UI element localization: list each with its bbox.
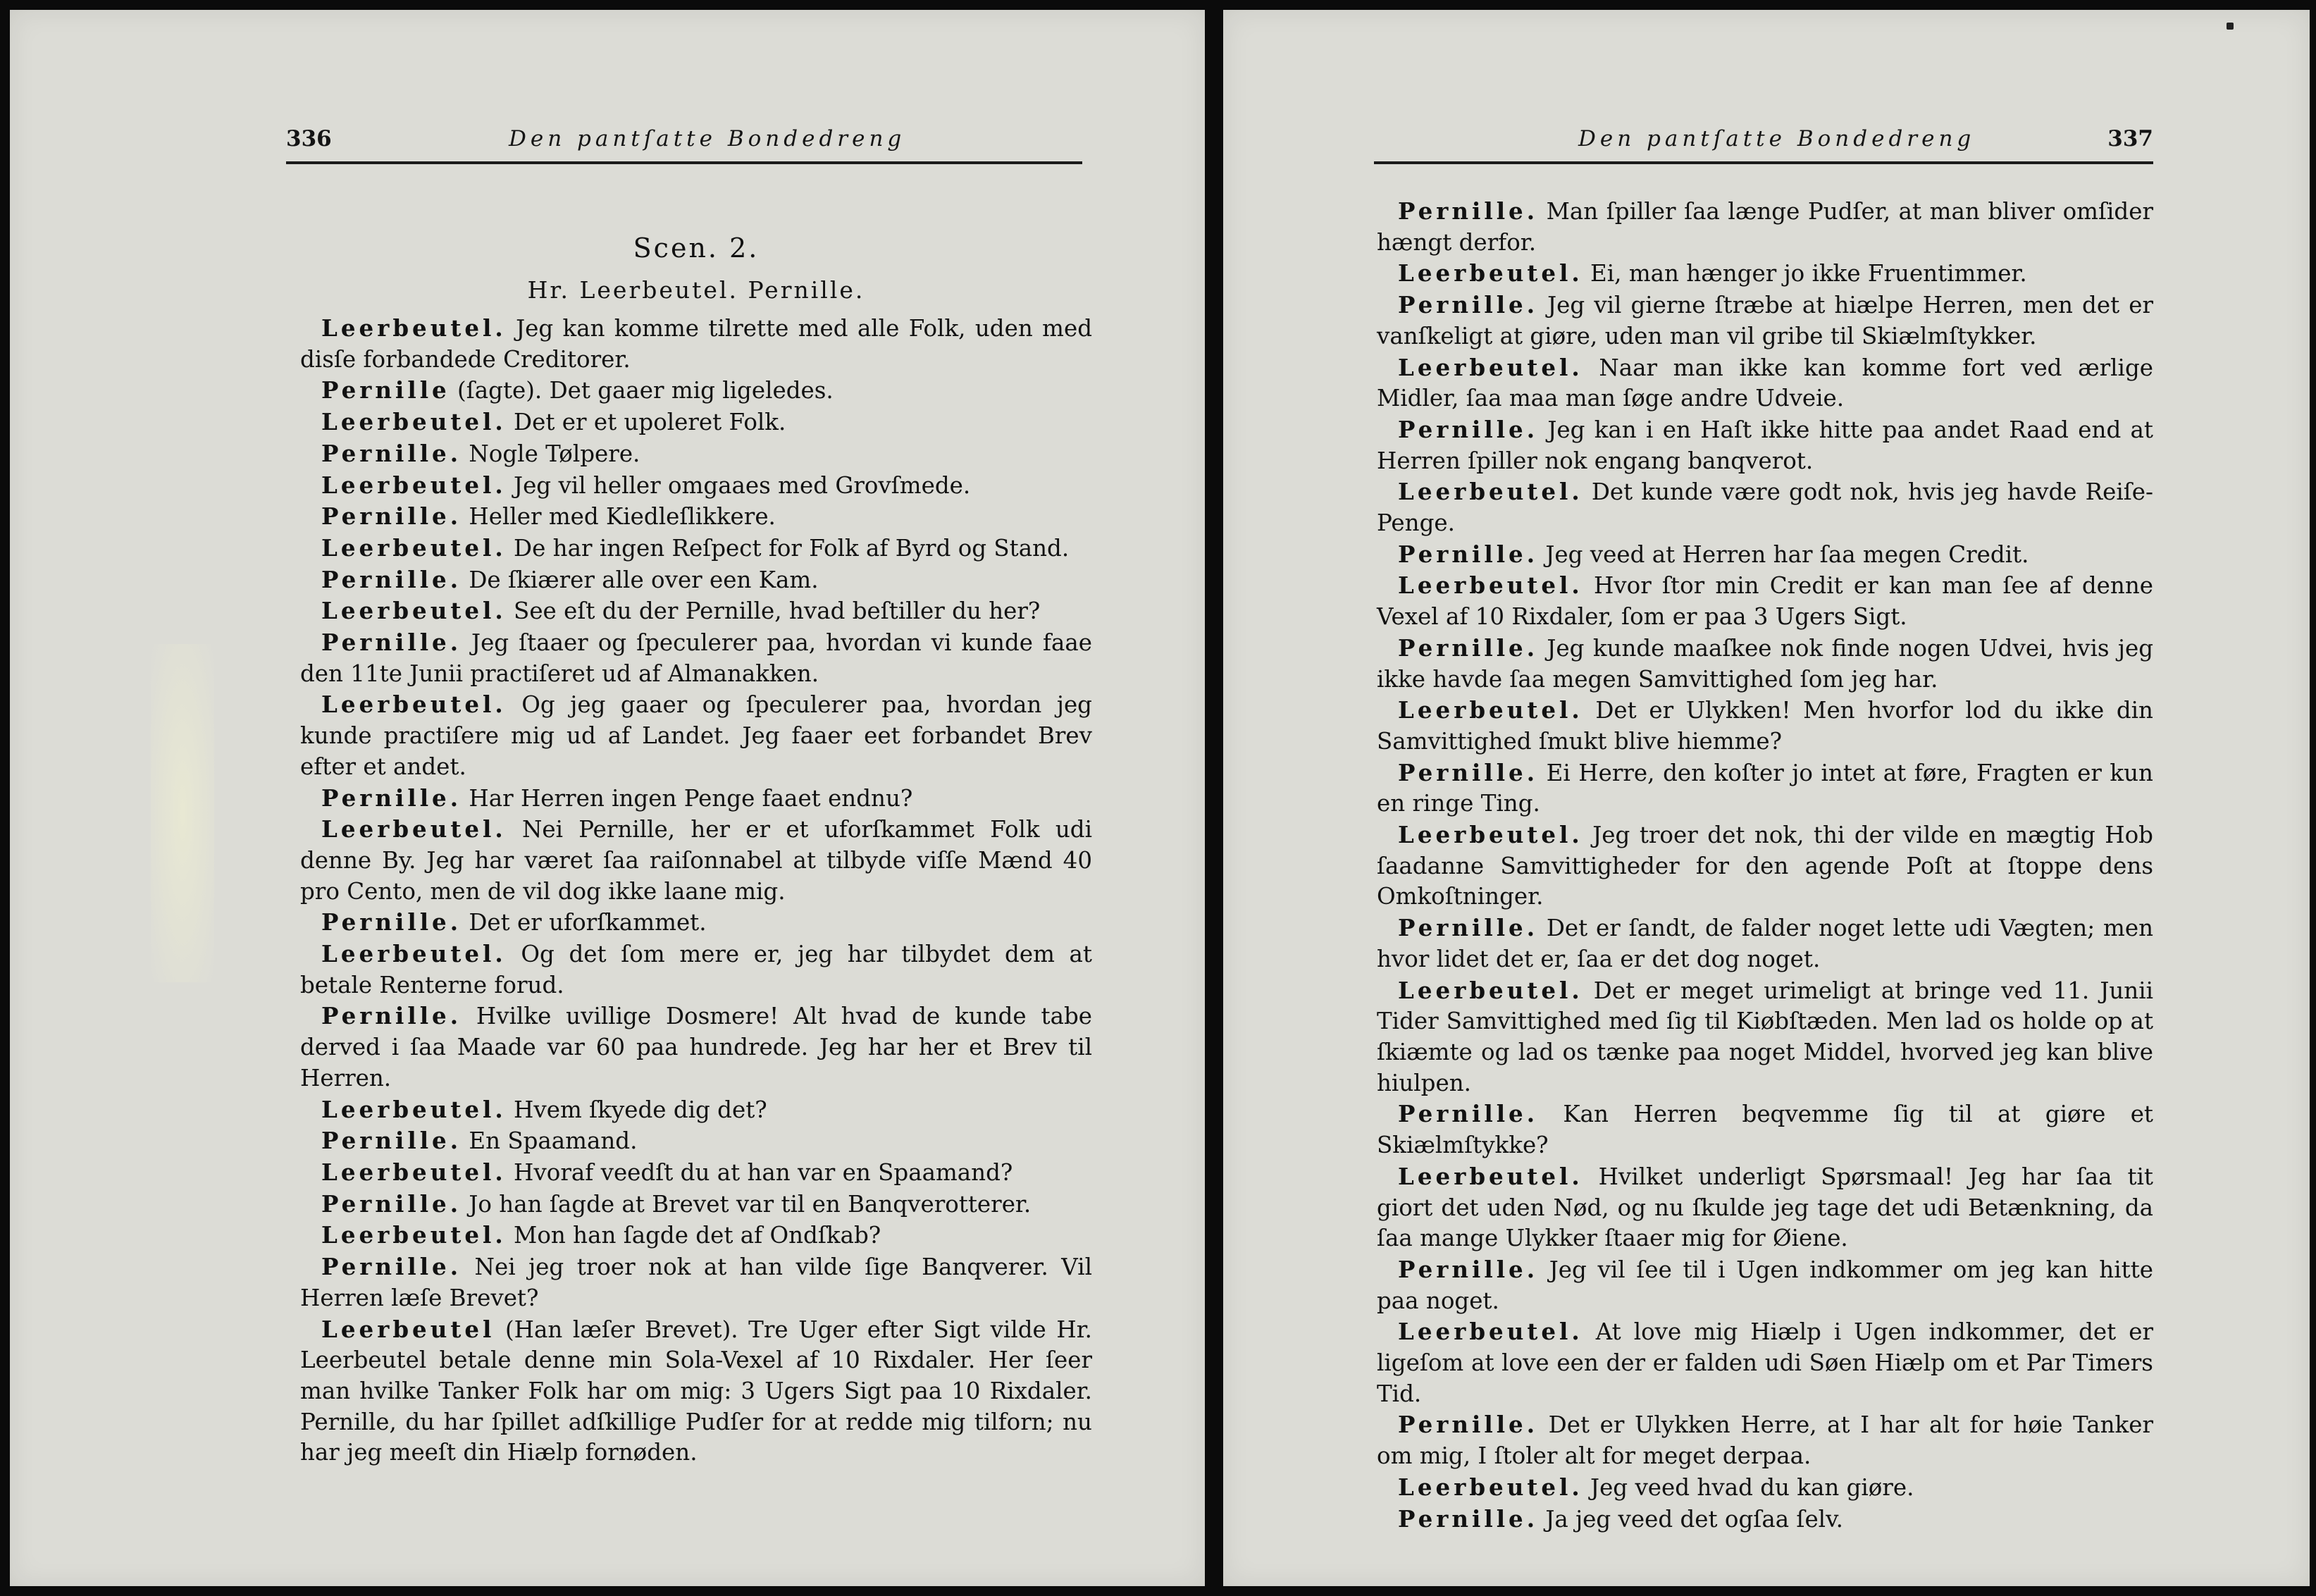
speaker-name: Pernille. bbox=[321, 1127, 462, 1155]
speech-text: Det kunde være godt nok, hvis jeg havde Reiſe-Penge. bbox=[1377, 478, 2153, 537]
dialogue-line bbox=[1377, 539, 2153, 571]
speech-text: Jeg vil gierne ſtræbe at hiælpe Herren, men det er vanſkeligt at giøre, uden man vil gribe til Skiælmſtykker. bbox=[1377, 292, 2153, 349]
dialogue-line bbox=[1377, 258, 2153, 290]
speech-text: Man ſpiller ſaa længe Pudſer, at man bliver omſider hængt derfor. bbox=[1377, 198, 2153, 256]
speaker-name: Pernille. bbox=[1398, 1504, 1539, 1533]
speaker-name: Leerbeutel. bbox=[321, 533, 507, 562]
speech-text: Det er et upoleret Folk. bbox=[506, 409, 786, 436]
speaker-name: Pernille. bbox=[1398, 415, 1539, 443]
dialogue-line bbox=[300, 1220, 1092, 1251]
dialogue-line bbox=[300, 783, 1092, 815]
speaker-name: Pernille. bbox=[1398, 540, 1539, 568]
speech-text: Jeg kunde maaſkee nok finde nogen Udvei, hvis jeg ikke havde ſaa megen Samvittighed ſom jeg har. bbox=[1377, 634, 2153, 693]
speaker-name: Pernille. bbox=[1398, 1255, 1539, 1283]
page-number: 336 bbox=[286, 126, 332, 151]
speaker-name: Leerbeutel. bbox=[1398, 478, 1583, 506]
speech-text: Det er Ulykken Herre, at I har alt for høie Tanker om mig, I ſtoler alt for meget derpaa. bbox=[1377, 1411, 2153, 1470]
page-shadow bbox=[151, 644, 214, 982]
dialogue-line bbox=[300, 1001, 1092, 1094]
speech-text: Nei Pernille, her er et uforſkammet Folk udi denne By. Jeg har været ſaa raiſonnabel at tilbyde viſſe Mænd 40 pro Cento, men de vil dog ikke laane mig. bbox=[300, 816, 1092, 905]
speech-text: Jeg veed at Herren har ſaa megen Credit. bbox=[1538, 540, 2029, 568]
dialogue-line bbox=[300, 1251, 1092, 1313]
speech-text: Det er meget urimeligt at bringe ved 11. Junii Tider Samvittighed med ſig til Kiøbſtæden. Men lad os holde op at ſkiæmte og lad os tænke paa noget Middel, hvorved jeg kan blive hiulpen. bbox=[1377, 977, 2153, 1096]
speaker-name: Pernille. bbox=[321, 908, 462, 936]
speaker-name: Leerbeutel. bbox=[321, 597, 507, 625]
speech-text: Jeg vil heller omgaaes med Grovſmede. bbox=[506, 471, 971, 499]
dialogue-body bbox=[300, 313, 1092, 1468]
dialogue-line bbox=[1377, 570, 2153, 632]
speech-text: Jo han ſagde at Brevet var til en Banqverotterer. bbox=[462, 1190, 1032, 1218]
left-page bbox=[10, 10, 1205, 1586]
speaker-name: Leerbeutel. bbox=[1398, 353, 1583, 381]
dialogue-line bbox=[300, 689, 1092, 782]
speech-text: Heller med Kiedleſlikkere. bbox=[462, 503, 776, 531]
corner-mark bbox=[2227, 23, 2234, 30]
dialogue-line bbox=[1377, 633, 2153, 695]
dialogue-line bbox=[300, 313, 1092, 375]
speech-text: Og det ſom mere er, jeg har tilbydet dem at betale Renterne forud. bbox=[300, 941, 1092, 998]
speaker-name: Leerbeutel. bbox=[1398, 821, 1583, 849]
speech-text: Jeg kan i en Haſt ikke hitte paa andet Raad end at Herren ſpiller nok engang banqverot. bbox=[1377, 416, 2153, 474]
dialogue-line bbox=[1377, 476, 2153, 538]
header-rule bbox=[286, 161, 1082, 164]
speech-text: Det er Ulykken! Men hvorfor lod du ikke din Samvittighed ſmukt blive hiemme? bbox=[1377, 697, 2153, 755]
dialogue-line bbox=[300, 907, 1092, 939]
right-page bbox=[1223, 10, 2310, 1586]
dialogue-line bbox=[300, 939, 1092, 1001]
dialogue-line bbox=[300, 1157, 1092, 1189]
speech-text: Jeg troer det nok, thi der vilde en mægtig Hob ſaadanne Samvittigheder for den agende Poſt at ſtoppe dens Omkoſtninger. bbox=[1377, 822, 2153, 910]
speaker-name: Leerbeutel. bbox=[321, 1158, 507, 1186]
speech-text: At love mig Hiælp i Ugen indkommer, det er ligeſom at love een der er falden udi Søen Hiælp om et Par Timers Tid. bbox=[1377, 1318, 2153, 1407]
speech-text: Jeg vil ſee til i Ugen indkommer om jeg kan hitte paa noget. bbox=[1377, 1256, 2153, 1314]
dialogue-line bbox=[1377, 975, 2153, 1099]
dialogue-line bbox=[300, 814, 1092, 907]
dialogue-line bbox=[1377, 1099, 2153, 1161]
dialogue-line bbox=[300, 1125, 1092, 1157]
dialogue-line bbox=[300, 1189, 1092, 1220]
dialogue-line bbox=[1377, 1161, 2153, 1254]
dialogue-line bbox=[1377, 695, 2153, 757]
speech-text: Det er uforſkammet. bbox=[462, 909, 707, 936]
speech-text: (Han læſer Brevet). Tre Uger efter Sigt vilde Hr. Leerbeutel betale denne min Sola-Vexel af 10 Rixdaler. Her ſeer man hvilke Tanker Folk har om mig: 3 Ugers Sigt paa 10 Rixdaler. Pernille, du har ſpillet adſkillige Pudſer for at redde mig tilforn; nu har jeg meeſt din Hiælp fornøden. bbox=[300, 1316, 1092, 1466]
speaker-name: Pernille. bbox=[321, 1189, 462, 1218]
speaker-name: Leerbeutel. bbox=[1398, 571, 1583, 600]
speech-text: Har Herren ingen Penge faaet endnu? bbox=[462, 784, 913, 812]
dialogue-line bbox=[1377, 414, 2153, 476]
speech-text: Hvoraf veedſt du at han var en Spaamand? bbox=[506, 1158, 1013, 1186]
speaker-name: Leerbeutel. bbox=[321, 1221, 507, 1249]
speaker-name: Pernille. bbox=[1398, 1100, 1539, 1128]
dialogue-line bbox=[1377, 352, 2153, 414]
speech-text: Hvilket underligt Spørsmaal! Jeg har ſaa tit giort det uden Nød, og nu ſkulde jeg tage det udi Betænkning, da ſaa mange Ulykker ſtaaer mig for Øiene. bbox=[1377, 1163, 2153, 1252]
speech-text: Hvem ſkyede dig det? bbox=[506, 1096, 767, 1123]
speech-text: Jeg veed hvad du kan giøre. bbox=[1583, 1473, 1914, 1501]
running-header bbox=[286, 126, 1082, 160]
speaker-name: Pernille bbox=[321, 376, 450, 404]
speaker-name: Leerbeutel. bbox=[1398, 259, 1583, 287]
speaker-name: Leerbeutel. bbox=[1398, 1473, 1583, 1501]
running-head-title: Den pantſatte Bondedreng bbox=[1578, 126, 1976, 151]
speaker-name: Leerbeutel. bbox=[321, 691, 507, 719]
dialogue-line bbox=[300, 470, 1092, 502]
speaker-name: Leerbeutel. bbox=[1398, 696, 1583, 724]
dialogue-line bbox=[300, 407, 1092, 438]
speaker-name: Pernille. bbox=[1398, 914, 1539, 942]
speaker-name: Leerbeutel. bbox=[321, 408, 507, 436]
dialogue-line bbox=[300, 1314, 1092, 1469]
dialogue-line bbox=[300, 627, 1092, 689]
dialogue-line bbox=[300, 438, 1092, 470]
speaker-name: Pernille. bbox=[321, 629, 462, 657]
speaker-name: Leerbeutel bbox=[321, 1315, 495, 1343]
speaker-name: Leerbeutel. bbox=[321, 815, 507, 843]
cast-list: Hr. Leerbeutel. Pernille. bbox=[527, 276, 865, 304]
speaker-name: Leerbeutel. bbox=[321, 471, 507, 499]
speaker-name: Pernille. bbox=[1398, 1411, 1539, 1439]
speaker-name: Pernille. bbox=[321, 784, 462, 812]
dialogue-line bbox=[1377, 757, 2153, 819]
dialogue-line bbox=[300, 1094, 1092, 1126]
speech-text: Kan Herren beqvemme ſig til at giøre et Skiælmſtykke? bbox=[1377, 1101, 2153, 1159]
speech-text: Nei jeg troer nok at han vilde ſige Banqverer. Vil Herren læſe Brevet? bbox=[300, 1254, 1092, 1311]
speech-text: Mon han ſagde det af Ondſkab? bbox=[506, 1222, 881, 1249]
dialogue-line bbox=[300, 375, 1092, 407]
speech-text: Jeg ſtaaer og ſpeculerer paa, hvordan vi kunde faae den 11te Junii practiſeret ud af Almanakken. bbox=[300, 629, 1092, 687]
running-header bbox=[1374, 126, 2153, 160]
dialogue-line bbox=[1377, 1504, 2153, 1535]
speaker-name: Leerbeutel. bbox=[1398, 1318, 1583, 1346]
dialogue-line bbox=[300, 595, 1092, 627]
dialogue-line bbox=[1377, 290, 2153, 352]
dialogue-line bbox=[1377, 196, 2153, 258]
speaker-name: Pernille. bbox=[321, 1253, 462, 1281]
speaker-name: Leerbeutel. bbox=[1398, 1162, 1583, 1190]
speaker-name: Leerbeutel. bbox=[321, 940, 507, 968]
running-head-title: Den pantſatte Bondedreng bbox=[509, 126, 906, 151]
speech-text: En Spaamand. bbox=[462, 1127, 638, 1155]
speech-text: Jeg kan komme tilrette med alle Folk, uden med disſe forbandede Creditorer. bbox=[300, 315, 1092, 373]
speaker-name: Pernille. bbox=[1398, 291, 1539, 319]
speech-text: Ei Herre, den koſter jo intet at føre, Fragten er kun en ringe Ting. bbox=[1377, 759, 2153, 817]
speech-text: Nogle Tølpere. bbox=[462, 440, 640, 467]
dialogue-line bbox=[1377, 1472, 2153, 1504]
speaker-name: Pernille. bbox=[321, 502, 462, 531]
speech-text: Naar man ikke kan komme fort ved ærlige Midler, ſaa maa man ſøge andre Udveie. bbox=[1377, 354, 2153, 412]
speaker-name: Pernille. bbox=[321, 565, 462, 593]
speaker-name: Pernille. bbox=[321, 439, 462, 467]
speech-text: Hvilke uvillige Dosmere! Alt hvad de kunde tabe derved i ſaa Maade var 60 paa hundrede. Jeg har her et Brev til Herren. bbox=[300, 1003, 1092, 1091]
speech-text: See eſt du der Pernille, hvad beſtiller du her? bbox=[506, 598, 1041, 625]
speech-text: Ei, man hænger jo ikke Fruentimmer. bbox=[1583, 260, 2027, 287]
dialogue-line bbox=[1377, 1316, 2153, 1409]
dialogue-line bbox=[300, 501, 1092, 533]
speech-text: De har ingen Reſpect for Folk af Byrd og Stand. bbox=[506, 534, 1070, 562]
speaker-name: Leerbeutel. bbox=[321, 314, 507, 342]
speaker-name: Pernille. bbox=[321, 1002, 462, 1030]
speech-text: Ja jeg veed det ogſaa ſelv. bbox=[1538, 1505, 1843, 1533]
speech-text: (ſagte). Det gaaer mig ligeledes. bbox=[450, 377, 834, 404]
dialogue-line bbox=[300, 564, 1092, 596]
speaker-name: Pernille. bbox=[1398, 633, 1539, 662]
speech-text: Og jeg gaaer og ſpeculerer paa, hvordan jeg kunde practiſere mig ud af Landet. Jeg faaer eet forbandet Brev efter et andet. bbox=[300, 691, 1092, 780]
speech-text: Hvor ſtor min Credit er kan man ſee af denne Vexel af 10 Rixdaler, ſom er paa 3 Ugers Sigt. bbox=[1377, 572, 2153, 631]
dialogue-line bbox=[1377, 1409, 2153, 1471]
header-rule bbox=[1374, 161, 2153, 164]
speaker-name: Leerbeutel. bbox=[321, 1095, 507, 1123]
dialogue-line bbox=[1377, 913, 2153, 975]
scene-title: Scen. 2. bbox=[633, 233, 760, 264]
speech-text: Det er ſandt, de falder noget lette udi Vægten; men hvor lidet det er, ſaa er det dog noget. bbox=[1377, 915, 2153, 972]
dialogue-line bbox=[300, 533, 1092, 564]
dialogue-line bbox=[1377, 1254, 2153, 1316]
dialogue-line bbox=[1377, 819, 2153, 913]
speaker-name: Pernille. bbox=[1398, 758, 1539, 786]
speech-text: De ſkiærer alle over een Kam. bbox=[462, 566, 819, 593]
speaker-name: Leerbeutel. bbox=[1398, 976, 1583, 1004]
speaker-name: Pernille. bbox=[1398, 197, 1539, 225]
page-number: 337 bbox=[2107, 126, 2153, 151]
dialogue-body bbox=[1377, 196, 2153, 1535]
